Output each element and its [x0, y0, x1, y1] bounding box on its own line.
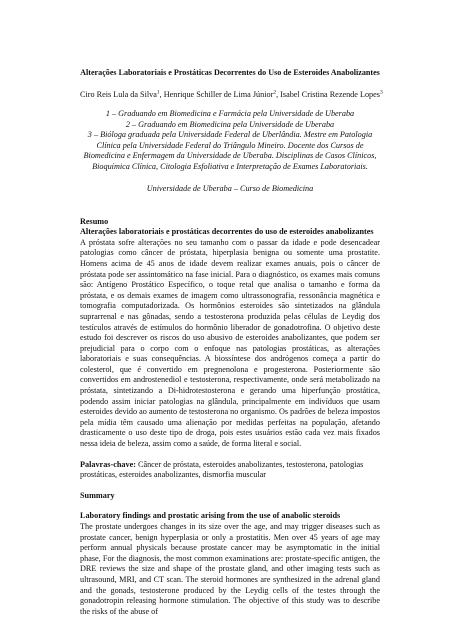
- author-2-affil-mark: 2: [273, 89, 277, 96]
- author-1-affil-mark: 1: [156, 89, 160, 96]
- institution: Universidade de Uberaba – Curso de Biomedicina: [146, 183, 314, 193]
- summary-text: The prostate undergoes changes in its size over the age, and may trigger diseases such as prostate cancer, benign hyperplasia or only a prostatitis. Men over 45 years of age may perform annual physicals because prostate cancer may be asymptomatic in the initial phase, For the diagnosis, the most common examinations are: prostate-specific antigen, the DRE reviews the size and shape of the prostate gland, and other imaging tests such as ultrasound, MRI, and CT scan. The steroid hormones are synthesized in the adrenal gland and the gonads, testosterone produced by the Leydig cells of the testes through the gonadotropin releasing hormone stimulation. The objective of this study was to describe the risks of the abuse of: [80, 522, 380, 616]
- author-list: [80, 89, 383, 100]
- resumo-text: A próstata sofre alterações no seu tamanho com o passar da idade e pode desencadear patologias como câncer de próstata, hiperplasia benigna ou somente uma prostatite. Homens acima de 45 anos de idade devem realizar exames anuais, pois o câncer de próstata pode ser assintomático na fase inicial. Para o diagnóstico, os exames mais comuns são: Antígeno Prostático Específico, o toque retal que analisa o tamanho e forma da próstata, e os demais exames de imagem como ultrassonografia, ressonância magnética e tomografia computadorizada. Os hormônios esteroides são sintetizados na glândula suprarrenal e nas gônadas, sendo a testosterona produzida pelas células de Leydig dos testículos através de estímulos do hormônio liberador de gonadotrofina. O objetivo deste estudo foi descrever os riscos do uso abusivo de esteroides anabolizantes, que podem ser prejudicial para o corpo com o enfoque nas patologias prostáticas, as alterações laboratoriais e suas consequências. A biossíntese dos andrógenos começa a partir do colesterol, que é convertido em pregnenolona e progesterona. Posteriormente são convertidos em androstenediol e testosterona, respectivamente, onde será metabolizado na próstata, sintetizando a Di-hidrotestosterona e gerando uma hiperfunção prostática, podendo assim iniciar patologias na glândula, principalmente em indivíduos que usam esteroides devido ao aumento de testosterona no organismo. Os padrões de beleza impostos pela mídia têm causado uma alienação por medidas perfeitas na população, afetando drasticamente o uso deste tipo de droga, pois estes usuários estão cada vez mais fixados nessa ideia de beleza, assim como a saúde, de forma literal e social.: [80, 237, 380, 449]
- resumo-subtitle: Alterações laboratoriais e prostáticas decorrentes do uso de esteroides anabolizantes: [80, 227, 374, 237]
- resumo-heading: Resumo: [80, 216, 109, 226]
- keywords-text: Câncer de próstata, esteroides anabolizantes, testosterona, patologias prostáticas, esteroides anabolizantes, dismorfia muscular: [80, 459, 364, 480]
- summary-subtitle: Laboratory findings and prostatic arising from the use of anabolic steroids: [80, 511, 341, 521]
- keywords: [80, 460, 380, 481]
- paper-title: Alterações Laboratoriais e Prostáticas Decorrentes do Uso de Esteroides Anabolizantes: [80, 68, 380, 77]
- affiliations: [80, 109, 380, 173]
- author-3: Isabel Cristina Rezende Lopes$^3$: [280, 89, 383, 99]
- affiliation-3: 3 – Bióloga graduada pela Universidade Federal de Uberlândia. Mestre em Patologia Clínica pela Universidade Federal do Triângulo Mineiro. Docente dos Cursos de Biomedicina e Enfermagem da Universidade de Uberaba. Disciplinas de Casos Clínicos, Bioquímica Clínica, Citologia Esfoliativa e Interpretação de Exames Laboratoriais.: [83, 130, 377, 171]
- summary-heading: Summary: [80, 490, 115, 500]
- affiliation-2: 2 – Graduando em Biomedicina pela Universidade de Uberaba: [125, 119, 335, 129]
- keywords-label: Palavras-chave:: [80, 459, 136, 469]
- author-3-affil-mark: 3: [379, 89, 383, 96]
- author-2: Henrique Schiller de Lima Júnior$^2$,: [163, 89, 281, 99]
- affiliation-1: 1 – Graduando em Biomedicina e Farmácia pela Universidade de Uberaba: [105, 109, 355, 118]
- author-1: Ciro Reis Lula da Silva$^1$,: [80, 89, 164, 99]
